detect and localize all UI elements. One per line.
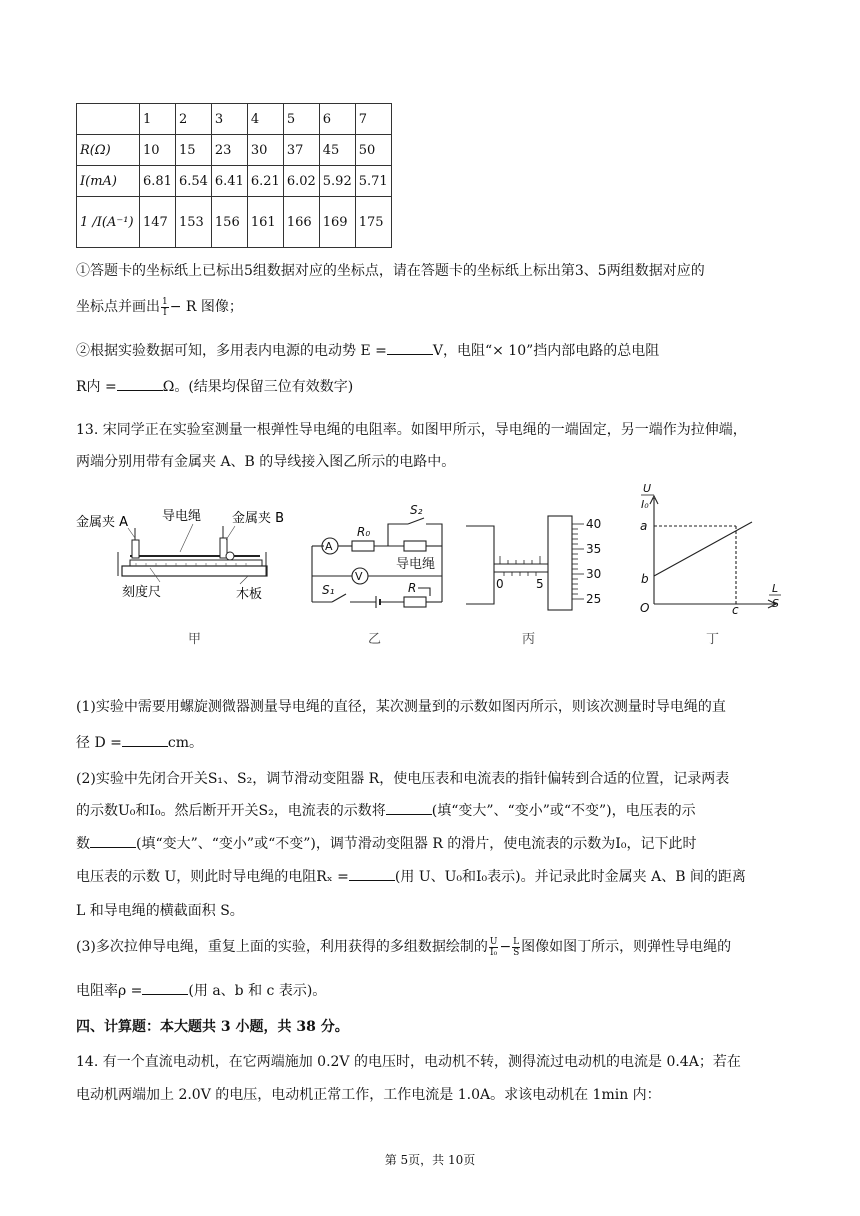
q13-s2-line3 bbox=[76, 833, 696, 853]
q13-s2-text-a: 的示数U₀和I₀。然后断开开关S₂，电流表的示数将 bbox=[76, 803, 386, 819]
q12-part1-line1: ①答题卡的坐标纸上已标出5组数据对应的坐标点，请在答题卡的坐标纸上标出第3、5两组数据对应的 bbox=[76, 263, 705, 279]
data-table bbox=[76, 103, 392, 248]
q13-s2-text-b: (填“变大”、“变小”或“不变”)，电压表的示 bbox=[431, 803, 696, 819]
q13-s2-text-d: (填“变大”、“变小”或“不变”)，调节滑动变阻器 R 的滑片，使电流表的示数为I₀，记下此时 bbox=[136, 836, 697, 852]
thimble-30: 30 bbox=[586, 567, 602, 581]
label-clip-a: 金属夹 A bbox=[76, 515, 129, 530]
section4-title: 四、计算题：本大题共 3 小题，共 38 分。 bbox=[76, 1019, 349, 1035]
table-cell: 5.92 bbox=[319, 166, 355, 197]
q12-rin-text: Ω。(结果均保留三位有效数字) bbox=[162, 379, 354, 395]
table-cell: 10 bbox=[140, 135, 176, 166]
table-row-label: I(mA) bbox=[77, 166, 140, 197]
fraction-1-over-I bbox=[161, 297, 169, 318]
page-footer: 第 5页，共 10页 bbox=[384, 1153, 476, 1167]
thimble-40: 40 bbox=[586, 517, 602, 531]
table-header-cell: 6 bbox=[319, 104, 355, 135]
table-header-cell: 5 bbox=[283, 104, 319, 135]
label-b: b bbox=[641, 572, 649, 586]
q13-s2-line4 bbox=[76, 866, 746, 886]
voltmeter-change-blank[interactable] bbox=[90, 835, 136, 848]
q13-intro-line2: 两端分别用带有金属夹 A、B 的导线接入图乙所示的电路中。 bbox=[76, 454, 456, 470]
emf-answer-blank[interactable] bbox=[387, 342, 433, 355]
ammeter-label: A bbox=[325, 540, 333, 553]
rin-answer-blank[interactable] bbox=[117, 378, 163, 391]
fraction-u-over-i0 bbox=[489, 937, 499, 958]
q12-part1-text-a: 坐标点并画出 bbox=[76, 299, 160, 315]
table-row bbox=[77, 135, 392, 166]
diameter-label: 径 D = bbox=[76, 735, 122, 751]
rope-label-circuit: 导电绳 bbox=[396, 557, 436, 572]
frac-l: L bbox=[513, 936, 520, 947]
label-origin: O bbox=[640, 601, 650, 615]
figure-ding-graph bbox=[640, 482, 781, 617]
frac-num: 1 bbox=[162, 296, 168, 307]
y-axis-num: U bbox=[643, 482, 652, 495]
ammeter-change-blank[interactable] bbox=[386, 802, 432, 815]
q12-emf-label: ②根据实验数据可知，多用表内电源的电动势 E = bbox=[76, 343, 387, 359]
q13-s3-text-b: 图像如图丁所示，则弹性导电绳的 bbox=[521, 939, 732, 955]
q13-s2-text-e: 电压表的示数 U，则此时导电绳的电阻Rₓ = bbox=[76, 869, 349, 885]
frac-s: S bbox=[513, 947, 520, 958]
q13-s3-text-c: (用 a、b 和 c 表示)。 bbox=[188, 983, 327, 999]
r-label: R bbox=[408, 581, 417, 595]
label-a: a bbox=[640, 519, 648, 533]
q14-line1: 14. 有一个直流电动机，在它两端施加 0.2V 的电压时，电动机不转，测得流过电动机的电流是 0.4A；若在 bbox=[76, 1054, 741, 1070]
rx-answer-blank[interactable] bbox=[349, 868, 395, 881]
figure-bing-micrometer bbox=[466, 516, 601, 610]
table-row-label: R(Ω) bbox=[77, 135, 140, 166]
label-board: 木板 bbox=[236, 587, 263, 602]
q13-s3-line1 bbox=[76, 936, 731, 958]
table-cell: 169 bbox=[319, 197, 355, 248]
table-cell: 23 bbox=[211, 135, 247, 166]
fig-label-bing: 丙 bbox=[522, 632, 536, 647]
table-cell: 153 bbox=[175, 197, 211, 248]
table-cell: 50 bbox=[355, 135, 391, 166]
q13-s2-text-f: (用 U、U₀和I₀表示)。并记录此时金属夹 A、B 间的距离 bbox=[394, 869, 746, 885]
frac-u: U bbox=[489, 936, 498, 947]
q13-s2-line2 bbox=[76, 800, 696, 820]
s1-label: S₁ bbox=[322, 583, 335, 597]
table-cell: 166 bbox=[283, 197, 319, 248]
table-cell: 30 bbox=[247, 135, 283, 166]
table-row bbox=[77, 197, 392, 248]
q12-part2-line1 bbox=[76, 340, 659, 360]
resistivity-answer-blank[interactable] bbox=[142, 982, 188, 995]
figure-jia bbox=[76, 508, 284, 602]
diameter-answer-blank[interactable] bbox=[122, 734, 168, 747]
y-axis-den: I₀ bbox=[641, 498, 649, 511]
thimble-35: 35 bbox=[586, 542, 602, 556]
q14-line2: 电动机两端加上 2.0V 的电压，电动机正常工作，工作电流是 1.0A。求该电动机在 1min 内： bbox=[76, 1087, 661, 1103]
table-cell: 5.71 bbox=[355, 166, 391, 197]
diameter-unit: cm。 bbox=[167, 735, 203, 751]
q12-rin-label: R内 = bbox=[76, 379, 117, 395]
q13-s2-line1: (2)实验中先闭合开关S₁、S₂，调节滑动变阻器 R，使电压表和电流表的指针偏转到合适的位置，记录两表 bbox=[76, 771, 730, 787]
label-c: c bbox=[732, 603, 739, 617]
table-header-cell: 7 bbox=[355, 104, 391, 135]
q13-s1-line2 bbox=[76, 732, 203, 752]
r0-label: R₀ bbox=[357, 525, 371, 539]
q13-s2-line5: L 和导电绳的横截面积 S。 bbox=[76, 903, 244, 919]
thimble-25: 25 bbox=[586, 592, 602, 606]
resistivity-label: 电阻率ρ = bbox=[76, 983, 143, 999]
table-cell: 6.54 bbox=[175, 166, 211, 197]
q13-s3-line2 bbox=[76, 980, 326, 1000]
label-clip-b: 金属夹 B bbox=[232, 511, 285, 526]
frac-i0: I₀ bbox=[490, 947, 498, 958]
q12-part1-text-b: − R 图像； bbox=[169, 299, 243, 315]
sleeve-5: 5 bbox=[536, 577, 544, 591]
q13-intro-line1: 13. 宋同学正在实验室测量一根弹性导电绳的电阻率。如图甲所示，导电绳的一端固定，另一端作为拉伸端， bbox=[76, 422, 747, 438]
fig-label-jia: 甲 bbox=[188, 632, 202, 647]
table-cell: 45 bbox=[319, 135, 355, 166]
q13-s3-text-a: (3)多次拉伸导电绳，重复上面的实验，利用获得的多组数据绘制的 bbox=[76, 939, 488, 955]
table-header-cell: 1 bbox=[140, 104, 176, 135]
s2-label: S₂ bbox=[410, 503, 423, 517]
table-cell: 37 bbox=[283, 135, 319, 166]
voltmeter-label: V bbox=[355, 570, 363, 583]
sleeve-0: 0 bbox=[496, 577, 504, 591]
x-axis-num: L bbox=[772, 582, 779, 595]
table-cell: 161 bbox=[247, 197, 283, 248]
label-rope: 导电绳 bbox=[162, 509, 202, 524]
table-cell: 6.21 bbox=[247, 166, 283, 197]
table-cell: 147 bbox=[140, 197, 176, 248]
q13-s1-line1: (1)实验中需要用螺旋测微器测量导电绳的直径，某次测量到的示数如图丙所示，则该次测量时导电绳的直 bbox=[76, 699, 726, 715]
table-header-cell: 3 bbox=[211, 104, 247, 135]
figure-yi-circuit bbox=[312, 503, 442, 608]
x-axis-den: S bbox=[772, 597, 779, 610]
minus-sign: − bbox=[499, 939, 512, 955]
fig-label-ding: 丁 bbox=[706, 632, 720, 647]
table-header-cell: 4 bbox=[247, 104, 283, 135]
table-row bbox=[77, 166, 392, 197]
figures-svg bbox=[70, 480, 810, 625]
table-header-cell: 2 bbox=[175, 104, 211, 135]
table-row-label: 1 /I(A⁻¹) bbox=[77, 197, 140, 248]
fig-label-yi: 乙 bbox=[368, 632, 382, 647]
label-ruler: 刻度尺 bbox=[122, 585, 162, 600]
q12-part2-line2 bbox=[76, 376, 353, 396]
table-cell: 15 bbox=[175, 135, 211, 166]
table-cell: 6.81 bbox=[140, 166, 176, 197]
fraction-l-over-s bbox=[512, 937, 520, 958]
table-cell: 6.02 bbox=[283, 166, 319, 197]
table-header-row bbox=[77, 104, 392, 135]
table-header-cell bbox=[77, 104, 140, 135]
table-cell: 156 bbox=[211, 197, 247, 248]
frac-den: I bbox=[163, 307, 167, 318]
q12-emf-text: V，电阻“× 10”挡内部电路的总电阻 bbox=[432, 343, 660, 359]
table-cell: 6.41 bbox=[211, 166, 247, 197]
table-cell: 175 bbox=[355, 197, 391, 248]
q12-part1-line2 bbox=[76, 296, 243, 318]
q13-s2-text-c: 数 bbox=[76, 836, 90, 852]
